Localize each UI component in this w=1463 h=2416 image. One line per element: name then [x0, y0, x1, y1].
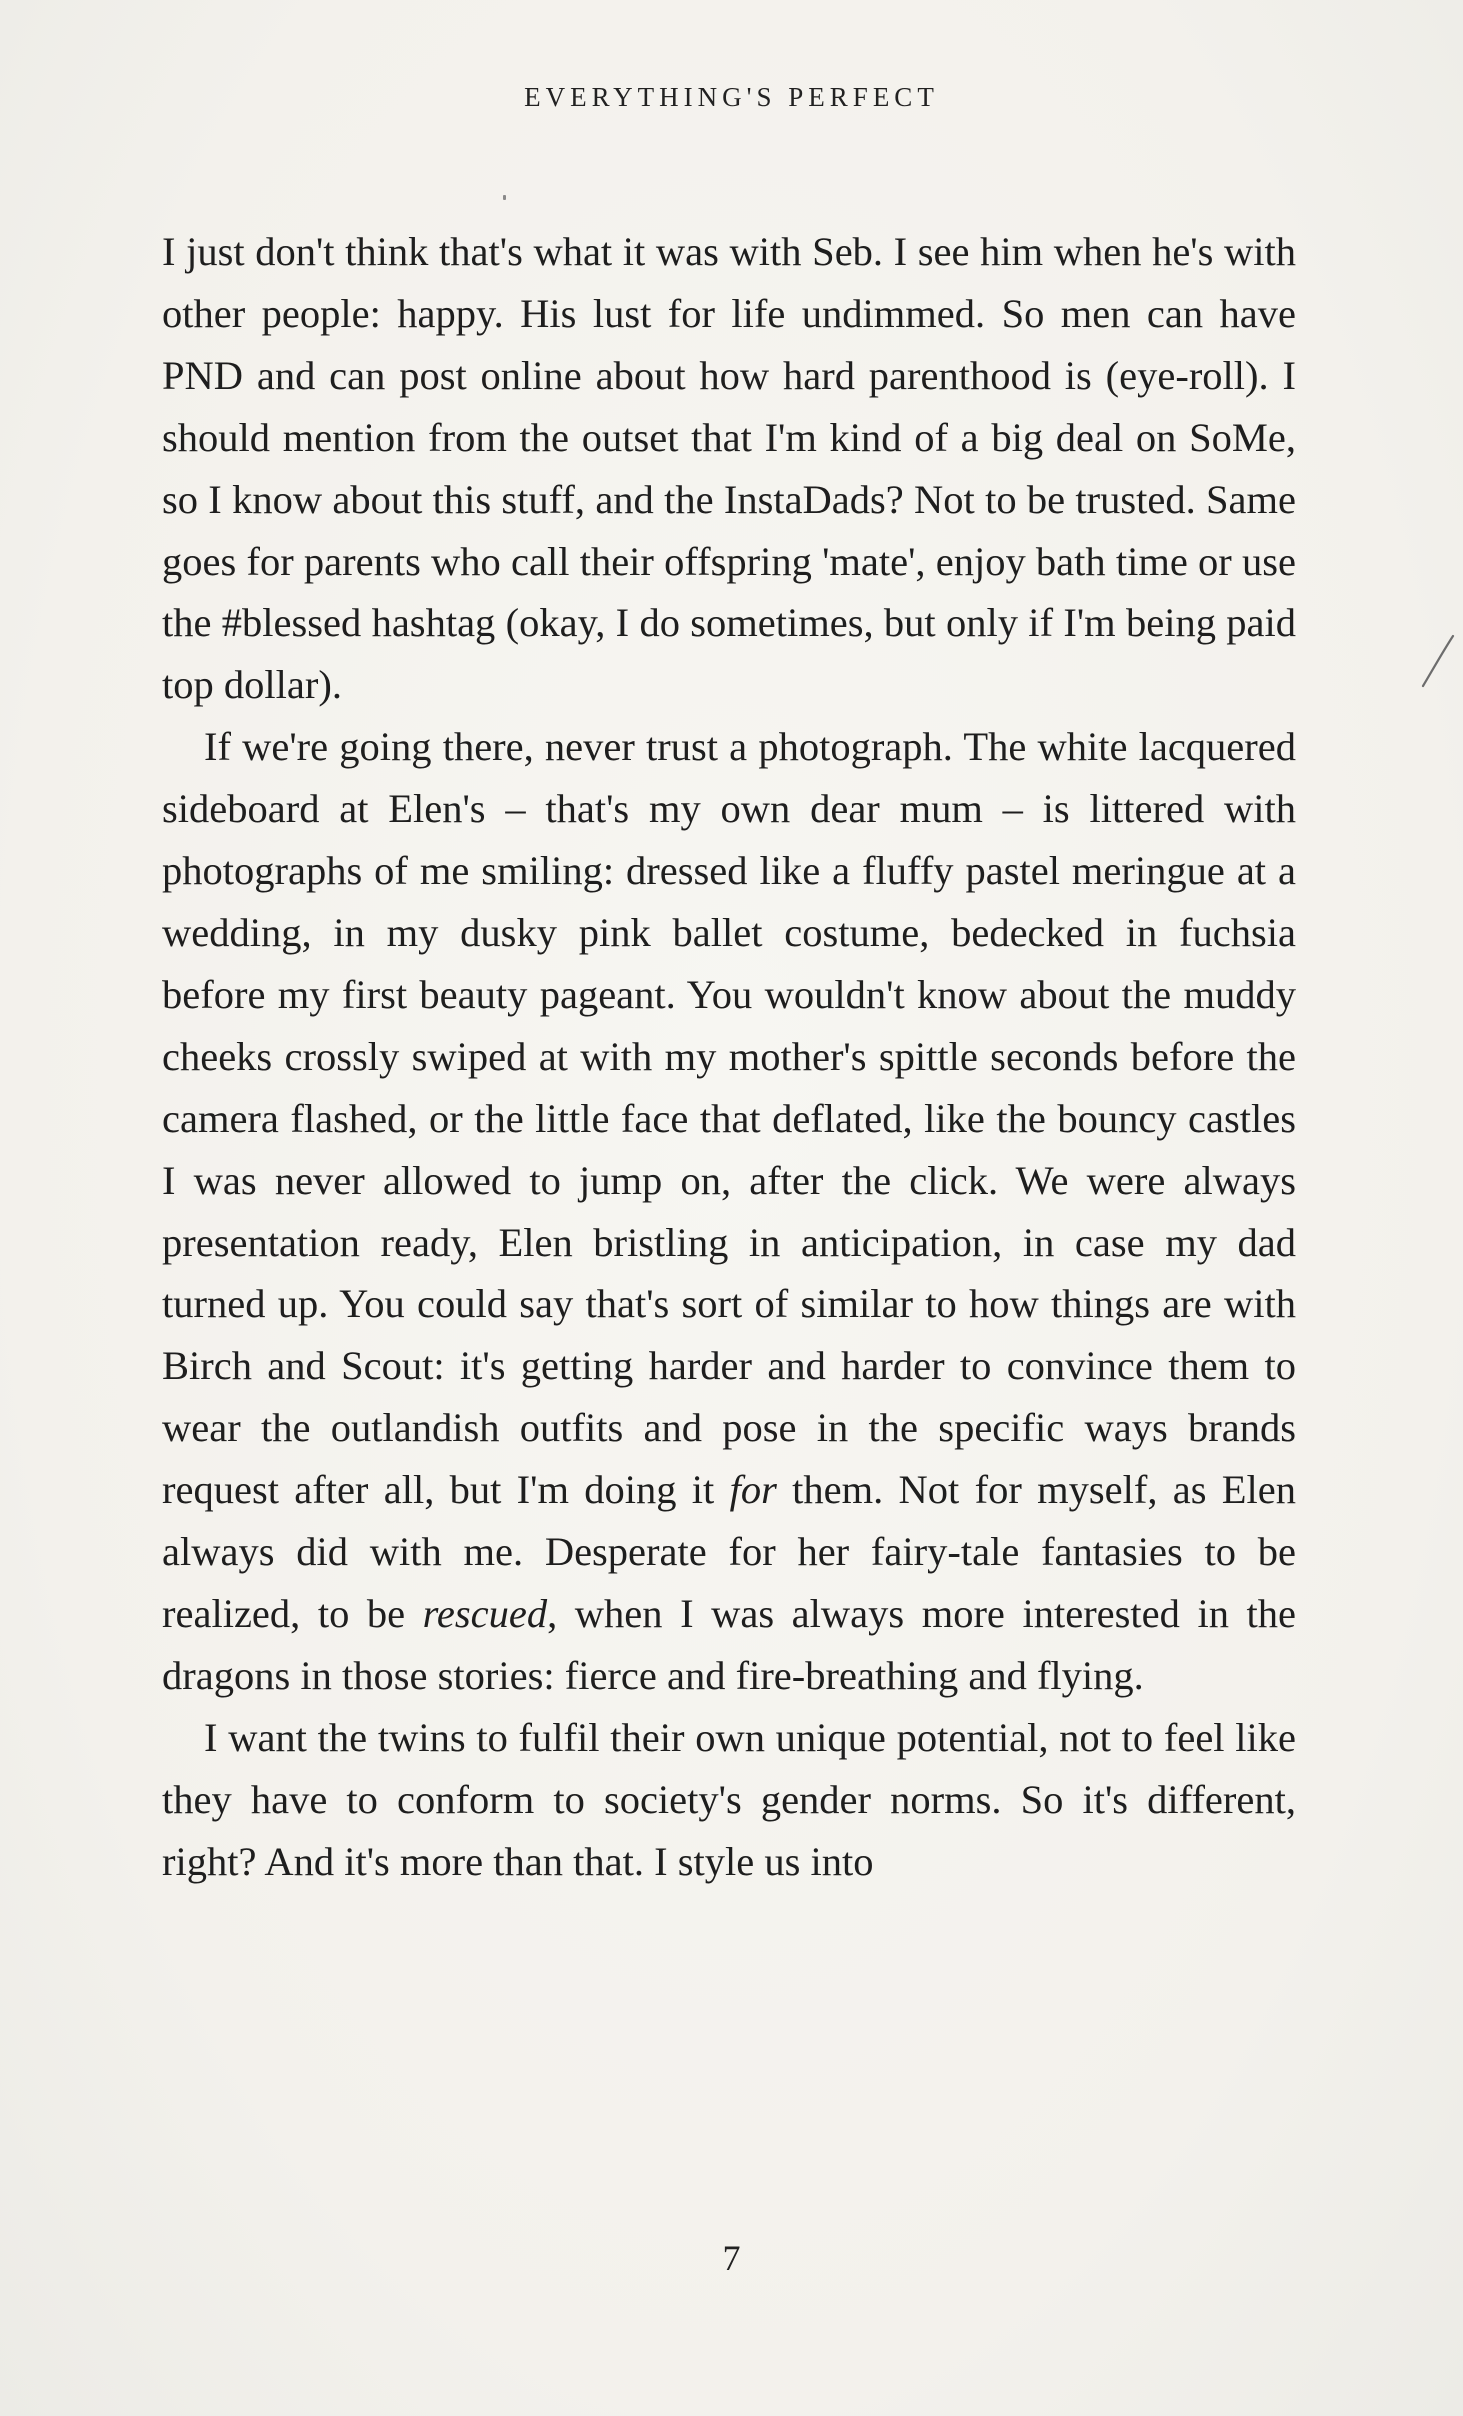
paragraph [162, 1707, 1296, 1893]
running-head: EVERYTHING'S PERFECT [524, 82, 939, 112]
text-run: I just don't think that's what it was with Seb. I see him when he's with other people: happy. His lust for life undimmed. So men can have PND and can post online about how hard parenthood is (eye-roll). I should mention from the outset that I'm kind of a big deal on SoMe, so I know about this stuff, and the InstaDads? Not to be trusted. Same goes for parents who call their offspring 'mate', enjoy bath time or use the #blessed hashtag (okay, I do sometimes, but only if I'm being paid top dollar). [162, 229, 1296, 708]
paper-speck [503, 195, 506, 200]
paragraph [162, 221, 1296, 716]
text-run: them. Not for myself, as Elen always did with me. Desperate for her fairy-tale fantasies to be realized, to be [162, 1467, 1297, 1636]
paragraph [162, 716, 1296, 1707]
pencil-mark [1420, 633, 1456, 689]
body-text [162, 221, 1296, 1892]
italic-text: for [729, 1467, 777, 1513]
text-run: I want the twins to fulfil their own unique potential, not to feel like they have to conform to society's gender norms. So it's different, right? And it's more than that. I style us into [162, 1714, 1296, 1884]
page-number: 7 [722, 2238, 741, 2278]
text-run: If we're going there, never trust a photograph. The white lacquered sideboard at Elen's – that's my own dear mum – is littered with photographs of me smiling: dressed like a fluffy pastel meringue at a wedding, in my dusky pink ballet costume, bedecked in fuchsia before my first beauty pageant. You wouldn't know about the muddy cheeks crossly swiped at with my mother's spittle seconds before the camera flashed, or the little face that deflated, like the bouncy castles I was never allowed to jump on, after the click. We were always presentation ready, Elen bristling in anticipation, in case my dad turned up. You could say that's sort of similar to how things are with Birch and Scout: it's getting harder and harder to convince them to wear the outlandish outfits and pose in the specific ways brands request after all, but I'm doing it [162, 724, 1296, 1513]
italic-text: rescued [422, 1590, 548, 1636]
text-run: , when I was always more interested in the dragons in those stories: fierce and fire-breathing and flying. [162, 1590, 1296, 1698]
